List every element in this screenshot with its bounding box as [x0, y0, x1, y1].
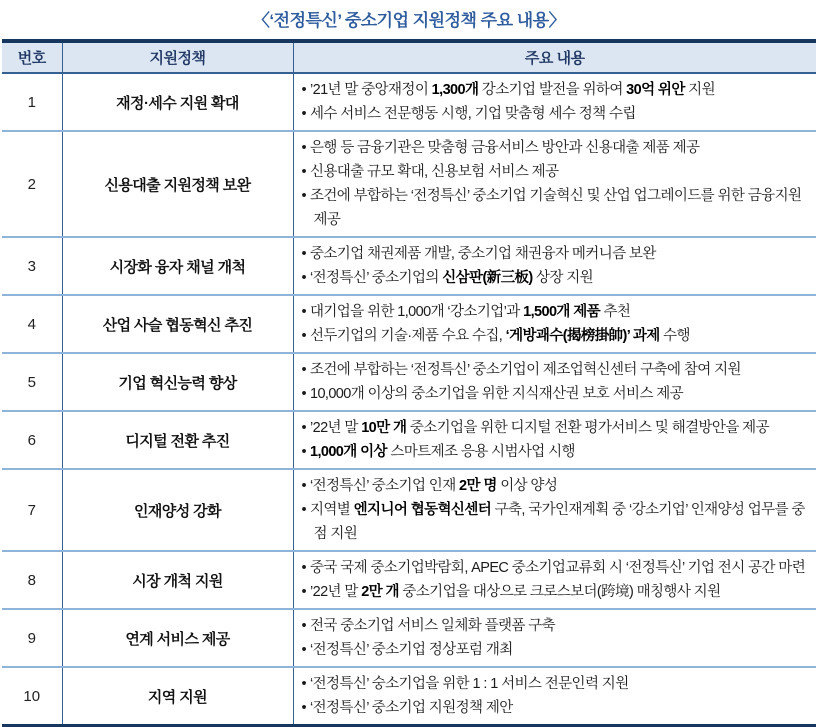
bullet-icon: •: [301, 618, 306, 634]
policy-name: 시장 개척 지원: [62, 551, 293, 609]
col-header-policy: 지원정책: [62, 41, 293, 73]
bullet-icon: •: [301, 560, 306, 576]
row-number: 7: [2, 469, 62, 551]
bullet-line: • ‘전정특신’ 중소기업 정상포럼 개최: [301, 642, 513, 658]
policy-content: [293, 131, 816, 237]
table-row: [2, 411, 816, 469]
policy-name: 시장화 융자 채널 개척: [62, 237, 293, 295]
policy-name: 재정·세수 지원 확대: [62, 73, 293, 131]
policy-name: 디지털 전환 추진: [62, 411, 293, 469]
policy-table-body: [2, 73, 816, 726]
policy-name: 인재양성 강화: [62, 469, 293, 551]
bullet-line: • ’21년 말 중앙재정이 1,300개 강소기업 발전을 위하여 30억 위안 지원: [301, 82, 715, 98]
table-row: [2, 551, 816, 609]
bullet-icon: •: [301, 642, 306, 658]
bullet-line: • ‘전정특신’ 중소기업 인재 2만 명 이상 양성: [301, 478, 558, 494]
bullet-icon: •: [301, 164, 306, 180]
policy-content: [293, 353, 816, 411]
bullet-icon: •: [301, 304, 306, 320]
table-row: [2, 469, 816, 551]
policy-content: [293, 411, 816, 469]
bullet-line: • 조건에 부합하는 ‘전정특신’ 중소기업 기술혁신 및 산업 업그레이드를 위한 금융지원 제공: [301, 188, 802, 228]
bullet-line: • 조건에 부합하는 ‘전정특신’ 중소기업이 제조업혁신센터 구축에 참여 지원: [301, 362, 741, 378]
table-header-row: [2, 41, 816, 73]
bullet-line: • 선두기업의 기술·제품 수요 수집, ‘게방괘수(揭榜掛帥)’ 과제 수행: [301, 328, 690, 344]
row-number: 9: [2, 609, 62, 667]
policy-name: 신용대출 지원정책 보완: [62, 131, 293, 237]
table-row: [2, 295, 816, 353]
page-title: 〈‘전정특신’ 중소기업 지원정책 주요 내용〉: [252, 11, 566, 30]
policy-content: [293, 551, 816, 609]
bullet-line: • ‘전정특신’ 중소기업의 신삼판(新三板) 상장 지원: [301, 270, 594, 286]
col-header-no: 번호: [2, 41, 62, 73]
bullet-icon: •: [301, 106, 306, 122]
bullet-icon: •: [301, 362, 306, 378]
bullet-icon: •: [301, 676, 306, 692]
policy-name: 연계 서비스 제공: [62, 609, 293, 667]
bullet-icon: •: [301, 420, 306, 436]
bullet-icon: •: [301, 270, 306, 286]
policy-table: [2, 39, 816, 727]
bullet-icon: •: [301, 140, 306, 156]
bullet-line: • 신용대출 규모 확대, 신용보험 서비스 제공: [301, 164, 559, 180]
bullet-line: • 대기업을 위한 1,000개 ‘강소기업’과 1,500개 제품 추천: [301, 304, 631, 320]
policy-name: 산업 사슬 협동혁신 추진: [62, 295, 293, 353]
bullet-line: • 은행 등 금융기관은 맞춤형 금융서비스 방안과 신용대출 제품 제공: [301, 140, 700, 156]
row-number: 3: [2, 237, 62, 295]
bullet-line: • ’22년 말 10만 개 중소기업을 위한 디지털 전환 평가서비스 및 해결방안을 제공: [301, 420, 769, 436]
policy-content: [293, 237, 816, 295]
bullet-icon: •: [301, 444, 306, 460]
bullet-line: • 지역별 엔지니어 협동혁신센터 구축, 국가인재계획 중 ‘강소기업’ 인재양성 업무를 중점 지원: [301, 502, 805, 542]
bullet-icon: •: [301, 82, 306, 98]
policy-name: 기업 혁신능력 향상: [62, 353, 293, 411]
table-row: [2, 237, 816, 295]
table-row: [2, 353, 816, 411]
bullet-icon: •: [301, 478, 306, 494]
bullet-icon: •: [301, 502, 306, 518]
bullet-line: • 10,000개 이상의 중소기업을 위한 지식재산권 보호 서비스 제공: [301, 386, 684, 402]
table-row: [2, 609, 816, 667]
table-row: [2, 667, 816, 726]
row-number: 8: [2, 551, 62, 609]
policy-content: [293, 73, 816, 131]
row-number: 1: [2, 73, 62, 131]
bullet-icon: •: [301, 386, 306, 402]
bullet-icon: •: [301, 246, 306, 262]
policy-content: [293, 609, 816, 667]
bullet-line: • ‘전정특신’ 숭소기업을 위한 1 : 1 서비스 전문인력 지원: [301, 676, 629, 692]
bullet-icon: •: [301, 328, 306, 344]
bullet-line: • ’22년 말 2만 개 중소기업을 대상으로 크로스보더(跨境) 매칭행사 지원: [301, 584, 721, 600]
table-row: [2, 131, 816, 237]
policy-name: 지역 지원: [62, 667, 293, 726]
row-number: 4: [2, 295, 62, 353]
policy-content: [293, 667, 816, 726]
row-number: 10: [23, 687, 41, 705]
bullet-icon: •: [301, 584, 306, 600]
row-number: 6: [2, 411, 62, 469]
bullet-line: • 세수 서비스 전문행동 시행, 기업 맞춤형 세수 정책 수립: [301, 106, 636, 122]
policy-content: [293, 469, 816, 551]
bullet-icon: •: [301, 700, 306, 716]
row-number: 2: [2, 131, 62, 237]
bullet-line: • 전국 중소기업 서비스 일체화 플랫폼 구축: [301, 618, 556, 634]
bullet-line: • 중국 국제 중소기업박람회, APEC 중소기업교류회 시 ‘전정특신’ 기업 전시 공간 마련: [301, 560, 806, 576]
bullet-icon: •: [301, 188, 306, 204]
bullet-line: • 1,000개 이상 스마트제조 응용 시범사업 시행: [301, 444, 575, 460]
row-number: 5: [2, 353, 62, 411]
policy-content: [293, 295, 816, 353]
table-row: [2, 73, 816, 131]
bullet-line: • ‘전정특신’ 중소기업 지원정책 제안: [301, 700, 513, 716]
bullet-line: • 중소기업 채권제품 개발, 중소기업 채권융자 메커니즘 보완: [301, 246, 656, 262]
col-header-content: 주요 내용: [293, 41, 816, 73]
